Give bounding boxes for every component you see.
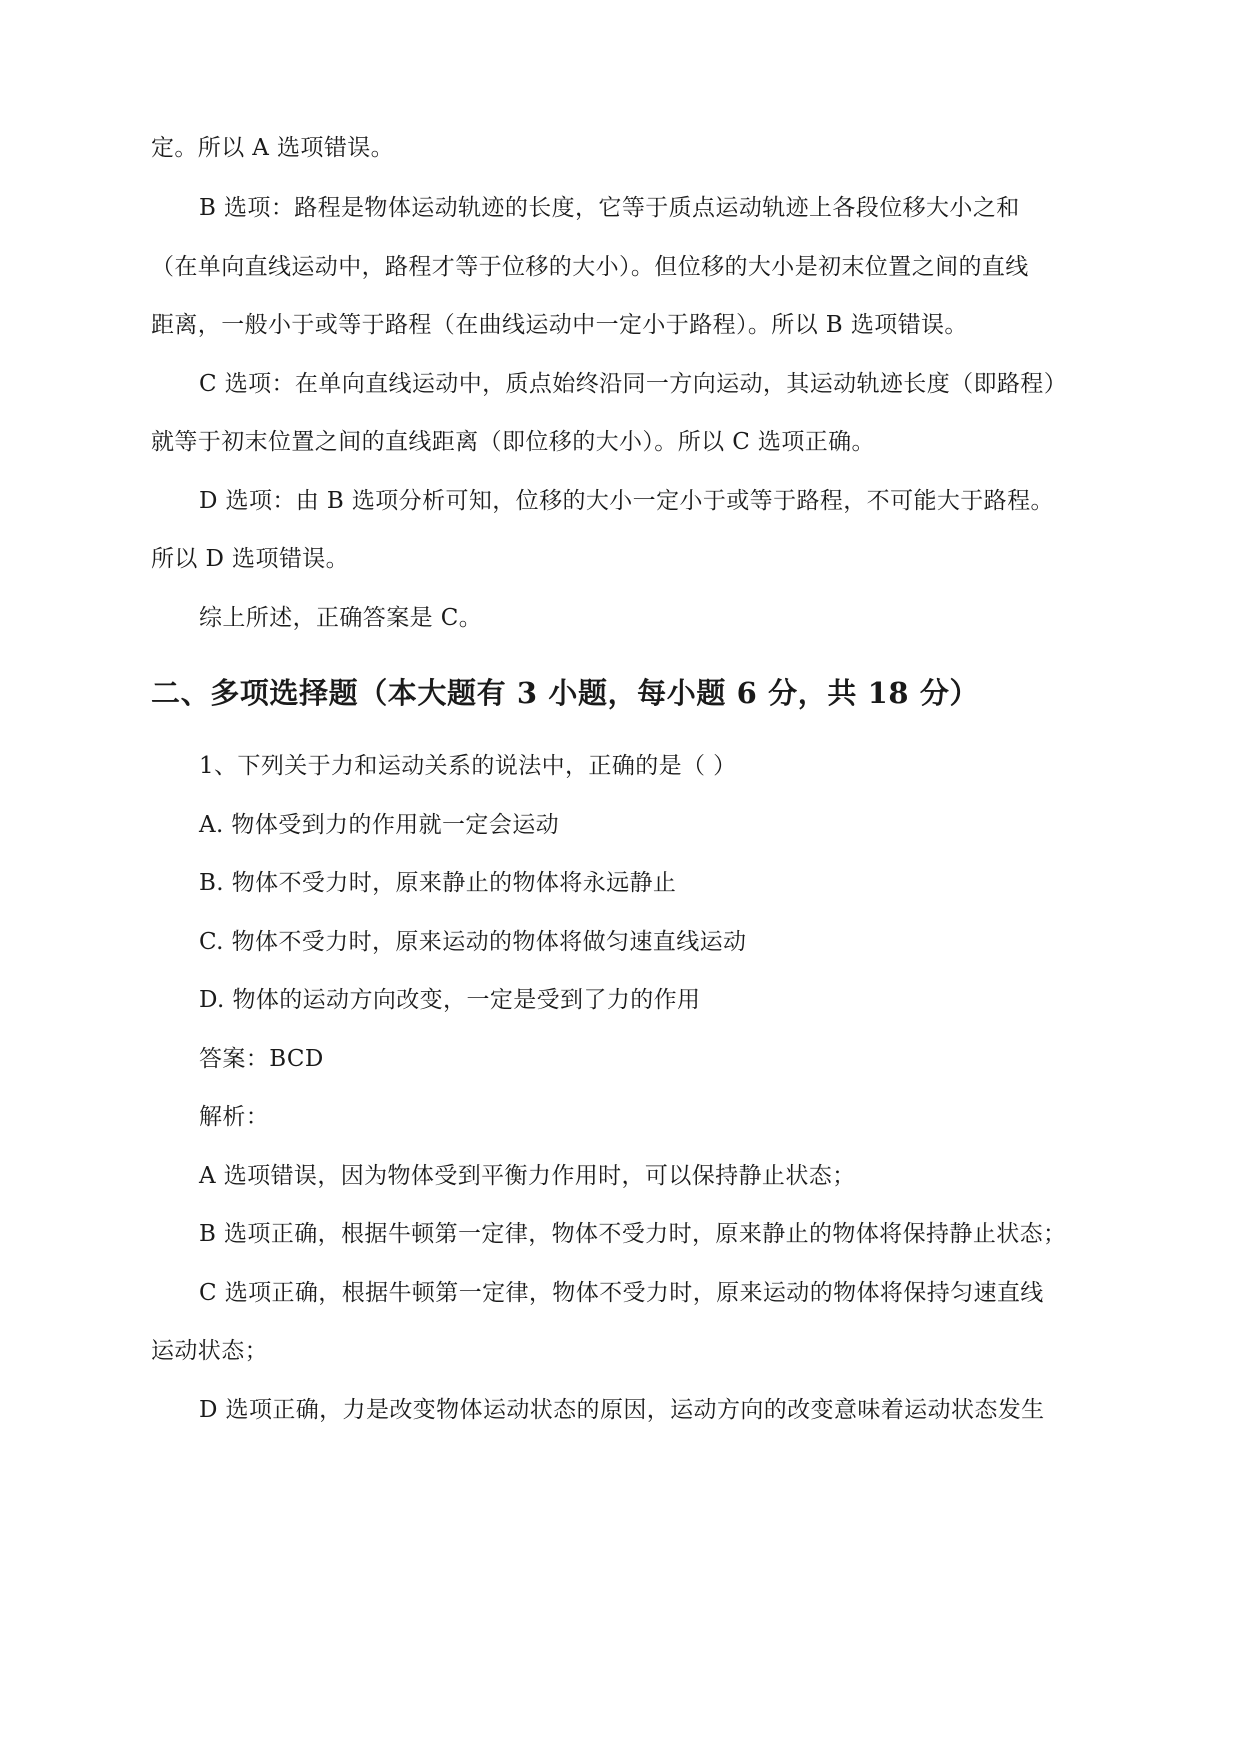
text-line: 定。所以 A 选项错误。 — [151, 135, 395, 161]
text-line: （在单向直线运动中，路程才等于位移的大小）。但位移的大小是初末位置之间的直线 — [151, 254, 1029, 280]
option-d: D. 物体的运动方向改变，一定是受到了力的作用 — [199, 987, 701, 1013]
analysis-label: 解析： — [199, 1104, 270, 1130]
text-line: B 选项：路程是物体运动轨迹的长度，它等于质点运动轨迹上各段位移大小之和 — [199, 195, 1020, 221]
analysis-line: C 选项正确，根据牛顿第一定律，物体不受力时，原来运动的物体将保持匀速直线 — [199, 1280, 1044, 1306]
question-stem: 1、下列关于力和运动关系的说法中，正确的是（ ） — [199, 753, 737, 779]
analysis-line: A 选项错误，因为物体受到平衡力作用时，可以保持静止状态； — [199, 1163, 856, 1189]
text-line: D 选项：由 B 选项分析可知，位移的大小一定小于或等于路程，不可能大于路程。 — [199, 488, 1054, 514]
analysis-line: 运动状态； — [151, 1338, 268, 1364]
answer: 答案：BCD — [199, 1046, 324, 1072]
text-line: 就等于初末位置之间的直线距离（即位移的大小）。所以 C 选项正确。 — [151, 429, 875, 455]
option-a: A. 物体受到力的作用就一定会运动 — [199, 812, 560, 838]
text-line: C 选项：在单向直线运动中，质点始终沿同一方向运动，其运动轨迹长度（即路程） — [199, 371, 1068, 397]
text-line: 距离，一般小于或等于路程（在曲线运动中一定小于路程）。所以 B 选项错误。 — [151, 312, 968, 338]
section-heading: 二、多项选择题（本大题有 3 小题，每小题 6 分，共 18 分） — [151, 676, 980, 710]
text-line: 综上所述，正确答案是 C。 — [199, 605, 483, 631]
option-b: B. 物体不受力时，原来静止的物体将永远静止 — [199, 870, 677, 896]
analysis-line: B 选项正确，根据牛顿第一定律，物体不受力时，原来静止的物体将保持静止状态； — [199, 1221, 1067, 1247]
analysis-line: D 选项正确，力是改变物体运动状态的原因，运动方向的改变意味着运动状态发生 — [199, 1397, 1045, 1423]
text-line: 所以 D 选项错误。 — [151, 546, 350, 572]
option-c: C. 物体不受力时，原来运动的物体将做匀速直线运动 — [199, 929, 747, 955]
